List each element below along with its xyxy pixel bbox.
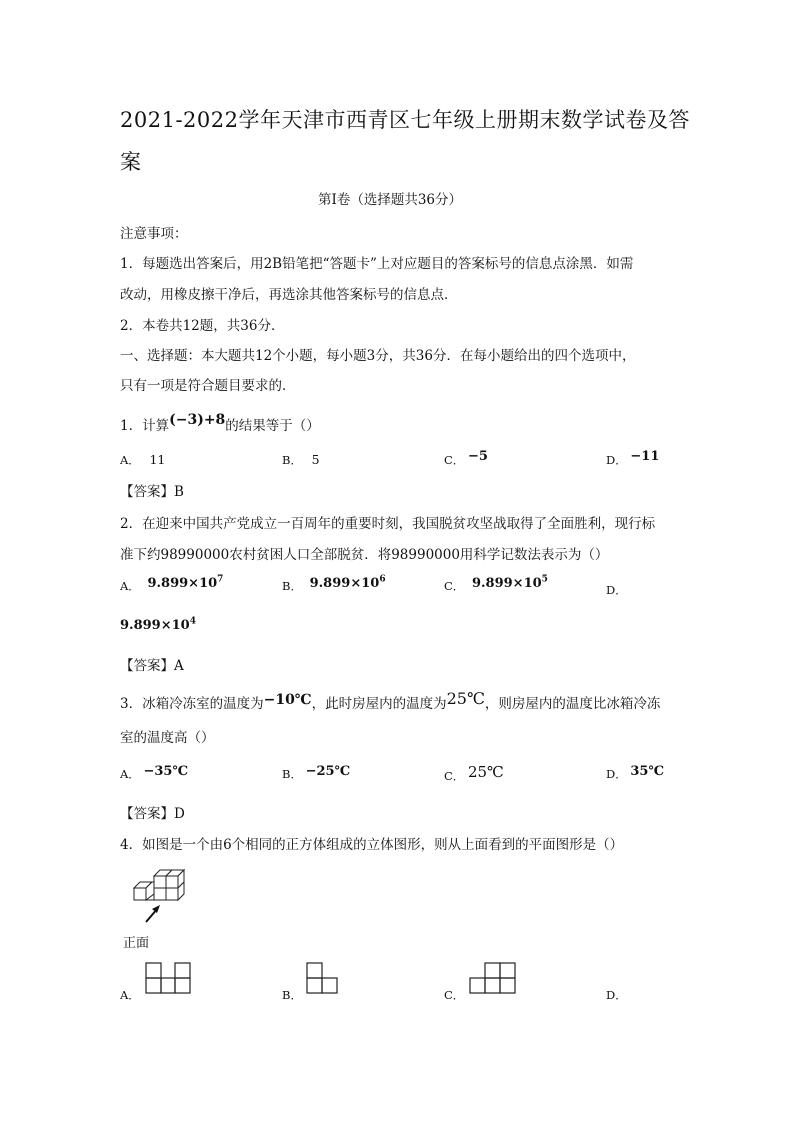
q2-option-b: [282, 574, 386, 594]
q2-option-b-base: 9.899×10: [309, 576, 380, 591]
q4-option-d-label: D．: [606, 988, 627, 1002]
q1-option-b: [282, 452, 320, 468]
q3-option-b-label: B．: [282, 767, 302, 781]
q4-option-a-figure: [146, 963, 192, 995]
q3-option-d: [606, 766, 664, 782]
q3-temp-freezer: −10℃: [263, 692, 312, 708]
q3-option-d-label: D．: [606, 767, 627, 781]
q3-answer: 【答案】D: [120, 806, 185, 822]
section-heading: 第Ⅰ卷（选择题共36分）: [318, 192, 463, 208]
q3-line1: [120, 689, 661, 712]
q2-option-c-base: 9.899×10: [471, 576, 542, 591]
q2-option-c-label: C．: [444, 579, 465, 593]
q2-answer: 【答案】A: [120, 658, 184, 674]
q4-stem: 4．如图是一个由6个相同的正方体组成的立体图形，则从上面看到的平面图形是（）: [120, 837, 624, 853]
q3-pre: 3．冰箱冷冻室的温度为: [120, 696, 264, 712]
q3-option-c-value: 25℃: [467, 763, 504, 781]
q3-option-c-label: C．: [444, 769, 465, 783]
q3-option-b-value: −25℃: [305, 764, 351, 779]
q1-option-c: [444, 449, 488, 468]
q2-option-c: [444, 574, 548, 594]
q2-option-c-exp: 5: [541, 574, 548, 585]
q1-option-a-value: 11: [149, 452, 166, 467]
q4-option-c-figure: [470, 963, 518, 995]
note1-line2: 改动，用橡皮擦干净后，再选涂其他答案标号的信息点．: [120, 287, 458, 303]
q3-temp-room: 25℃: [446, 689, 485, 708]
q2-option-a-label: A．: [120, 579, 140, 593]
q3-option-d-value: 35℃: [630, 764, 665, 779]
q3-option-a-label: A．: [120, 767, 140, 781]
q2-line2: 准下约98990000农村贫困人口全部脱贫．将98990000用科学记数法表示为（）: [120, 547, 609, 563]
q1-option-c-value: −5: [467, 449, 488, 464]
q1-option-b-label: B．: [282, 453, 302, 467]
q1-option-b-value: 5: [311, 452, 320, 467]
q3-option-a: [120, 766, 188, 782]
q4-option-b-label: B．: [282, 988, 302, 1002]
q2-option-b-label: B．: [282, 579, 302, 593]
q3-option-c: [444, 763, 504, 784]
q1-answer: 【答案】B: [120, 484, 184, 500]
q2-option-d-label: D．: [606, 583, 627, 597]
q1-option-d-label: D．: [606, 453, 627, 467]
q1-prefix: 1．计算: [120, 418, 170, 434]
q1-expression: (−3)+8: [169, 412, 226, 428]
q3-post: ，则房屋内的温度比冰箱冷冻: [484, 696, 661, 712]
q2-line1: 2．在迎来中国共产党成立一百周年的重要时刻，我国脱贫攻坚战取得了全面胜利，现行标: [120, 516, 656, 532]
note1-line1: 1．每题选出答案后，用2B铅笔把“答题卡”上对应题目的答案标号的信息点涂黑．如需: [120, 256, 634, 272]
front-view-label: 正面: [123, 936, 150, 951]
q2-option-a-exp: 7: [217, 574, 224, 585]
q2-option-a: [120, 574, 224, 594]
doc-title-line2: 案: [120, 150, 142, 174]
q3-mid: ，此时房屋内的温度为: [311, 696, 447, 712]
q4-option-c-label: C．: [444, 988, 465, 1002]
q2-option-d-value: [120, 618, 196, 633]
q3-option-a-value: −35℃: [143, 764, 189, 779]
q1-option-d-value: −11: [630, 449, 660, 464]
cube-solid-figure: [124, 864, 194, 928]
q1-option-a-label: A．: [120, 453, 140, 467]
q4-option-b-figure: [307, 963, 341, 995]
q2-option-b-exp: 6: [379, 574, 386, 585]
part1-line1: 一、选择题：本大题共12个小题，每小题3分，共36分．在每小题给出的四个选项中，: [120, 348, 636, 364]
part1-line2: 只有一项是符合题目要求的．: [120, 378, 296, 394]
doc-title-line1: 2021-2022学年天津市西青区七年级上册期末数学试卷及答: [120, 108, 690, 132]
notes-label: 注意事项：: [120, 226, 188, 242]
q2-option-d-exp: 4: [189, 616, 196, 627]
q2-option-a-base: 9.899×10: [147, 576, 218, 591]
q1-option-c-label: C．: [444, 453, 465, 467]
q1-option-a: [120, 452, 165, 468]
q3-line2: 室的温度高（）: [120, 730, 215, 746]
q3-option-b: [282, 766, 350, 782]
q1-option-d: [606, 449, 660, 468]
note2: 2．本卷共12题，共36分．: [120, 318, 285, 334]
q1-stem: [120, 414, 320, 434]
q2-option-d-base: 9.899×10: [120, 618, 190, 633]
q1-suffix: 的结果等于（）: [225, 418, 320, 434]
q4-option-a-label: A．: [120, 988, 140, 1002]
